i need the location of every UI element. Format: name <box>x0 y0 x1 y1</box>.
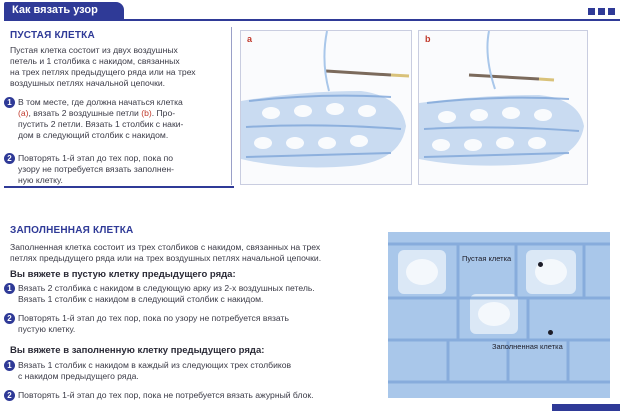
filled-sub2-step-1 <box>4 360 374 382</box>
page-title: Как вязать узор <box>12 4 98 16</box>
section-heading-empty-cell: ПУСТАЯ КЛЕТКА <box>10 30 95 41</box>
text-line: на трех петлях предыдущего ряда или на трех <box>10 67 196 77</box>
page-corner-bar <box>552 404 620 411</box>
step-number-badge: 2 <box>4 390 15 401</box>
text-line: пустить 2 петли. Вязать 1 столбик с наки- <box>18 119 184 129</box>
text-line: Повторять 1-й этап до тех пор, пока по узору не потребуется вязать <box>18 313 289 323</box>
text-line: В том месте, где должна начаться клетка <box>18 97 183 107</box>
ref-b: (b) <box>141 108 152 118</box>
step-number-badge: 2 <box>4 153 15 164</box>
text-line: узору не потребуется вязать заполнен- <box>18 164 175 174</box>
text-line: петель и 1 столбика с накидом, связанных <box>10 56 180 66</box>
header-square-icon <box>608 8 615 15</box>
header-bar <box>0 0 620 22</box>
text-line: воздушных петлях начальной цепочки. <box>10 78 166 88</box>
crochet-swatch-a-image <box>241 31 412 185</box>
header-square-icon <box>598 8 605 15</box>
step-number-badge: 2 <box>4 313 15 324</box>
section-divider <box>4 186 234 188</box>
empty-cell-intro <box>10 45 232 89</box>
ref-a: (a) <box>18 108 29 118</box>
swatch-photo <box>388 232 610 398</box>
text-line: ную клетку. <box>18 175 63 185</box>
text-line <box>18 108 232 119</box>
text-line: с накидом предыдущего ряда. <box>18 371 139 381</box>
text-line: Вязать 2 столбика с накидом в следующую арку из 2-х воздушных петель. <box>18 283 315 293</box>
photo-a <box>240 30 412 185</box>
header-square-icon <box>588 8 595 15</box>
crochet-swatch-b-image <box>419 31 588 185</box>
callout-dot <box>538 262 543 267</box>
photo-label-a: a <box>247 34 253 44</box>
text-line: петлях предыдущего ряда или на трех воздушных петлях начальной цепочки. <box>10 253 322 263</box>
text-fragment: . Про- <box>151 108 176 118</box>
filled-sub1-step-2 <box>4 313 374 335</box>
text-line: дом в следующий столбик с накидом. <box>18 130 169 140</box>
callout-filled-cell: Заполненная клетка <box>492 342 563 351</box>
subheading-into-filled-cell: Вы вяжете в заполненную клетку предыдущего ряда: <box>10 345 265 356</box>
text-line: Заполненная клетка состоит из трех столбиков с накидом, связанных на трех <box>10 242 321 252</box>
empty-cell-step-2 <box>4 153 232 186</box>
header-rule <box>124 19 620 21</box>
text-line: Вязать 1 столбик с накидом в каждый из следующих трех столбиков <box>18 360 292 370</box>
subheading-into-empty-cell: Вы вяжете в пустую клетку предыдущего ряда: <box>10 269 236 280</box>
step-number-badge: 1 <box>4 360 15 371</box>
section-heading-filled-cell: ЗАПОЛНЕННАЯ КЛЕТКА <box>10 225 134 236</box>
filled-sub2-step-2 <box>4 390 384 401</box>
text-line: Пустая клетка состоит из двух воздушных <box>10 45 178 55</box>
text-line: пустую клетку. <box>18 324 76 334</box>
column-divider <box>231 27 232 185</box>
text-line: Повторять 1-й этап до тех пор, пока не потребуется вязать ажурный блок. <box>18 390 314 400</box>
callout-empty-cell: Пустая клетка <box>462 254 512 263</box>
callout-dot <box>548 330 553 335</box>
photo-label-b: b <box>425 34 431 44</box>
empty-cell-step-1 <box>4 97 232 141</box>
text-line: Вязать 1 столбик с накидом в следующий столбик с накидом. <box>18 294 264 304</box>
text-fragment: , вязать 2 воздушные петли <box>28 108 142 118</box>
filled-sub1-step-1 <box>4 283 374 305</box>
filled-cell-intro <box>10 242 370 264</box>
photo-b <box>418 30 588 185</box>
step-number-badge: 1 <box>4 97 15 108</box>
text-line: Повторять 1-й этап до тех пор, пока по <box>18 153 174 163</box>
step-number-badge: 1 <box>4 283 15 294</box>
